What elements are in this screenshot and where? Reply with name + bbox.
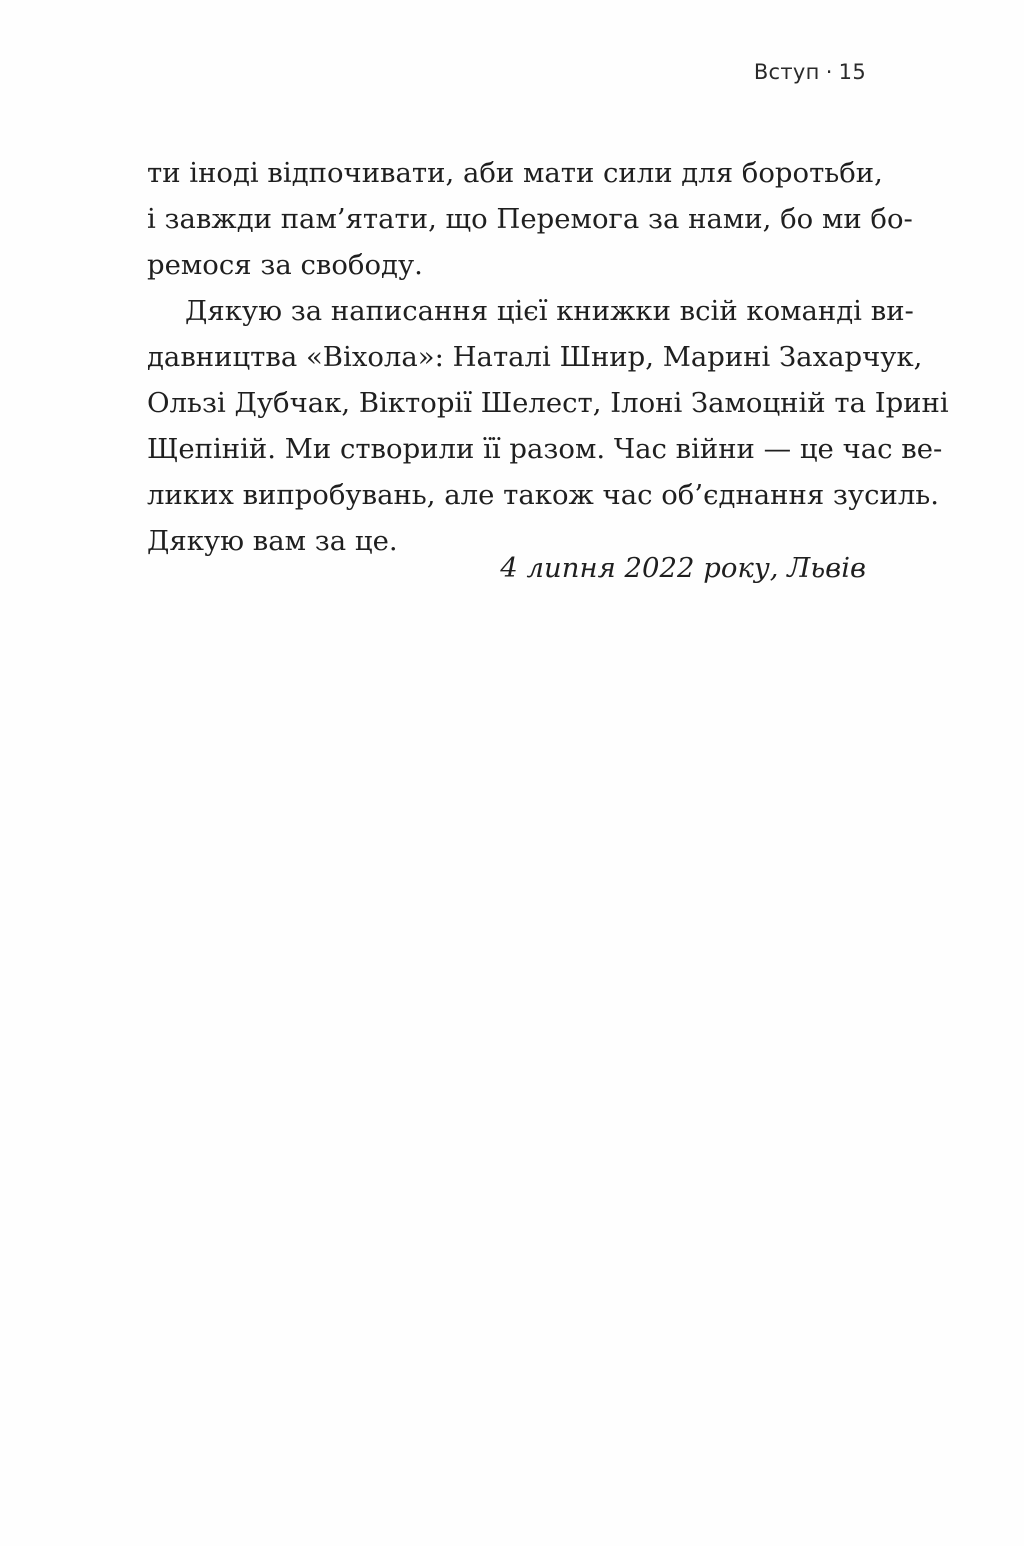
body-text: [147, 150, 949, 564]
text-line: ремося за свободу.: [147, 249, 423, 281]
text-line: Дякую за написання цієї книжки всій команді ви-: [185, 295, 914, 327]
signature-date: 4 липня 2022 року: [500, 552, 770, 584]
section-title: Вступ: [753, 60, 820, 84]
text-line: ликих випробувань, але також час об’єднання зусиль.: [147, 479, 940, 511]
signature-dateline: [500, 548, 866, 588]
paragraph-acknowledgements: [147, 288, 949, 564]
text-line: Щепіній. Ми створили її разом. Час війни — це час ве-: [147, 433, 943, 465]
running-header: [754, 60, 866, 84]
page-number: 15: [838, 60, 866, 84]
text-line: і завжди пам’ятати, що Перемога за нами, бо ми бо-: [147, 203, 913, 235]
header-separator: ·: [825, 60, 833, 84]
signature-place: Львів: [787, 552, 866, 584]
text-line: ти іноді відпочивати, аби мати сили для боротьби,: [147, 157, 883, 189]
text-line: давництва «Віхола»: Наталі Шнир, Марині Захарчук,: [147, 341, 923, 373]
text-line: Дякую вам за це.: [147, 525, 398, 557]
paragraph-continued: [147, 150, 913, 288]
signature-comma: ,: [769, 552, 788, 584]
text-line: Ользі Дубчак, Вікторії Шелест, Ілоні Замоцній та Ірині: [147, 387, 949, 419]
